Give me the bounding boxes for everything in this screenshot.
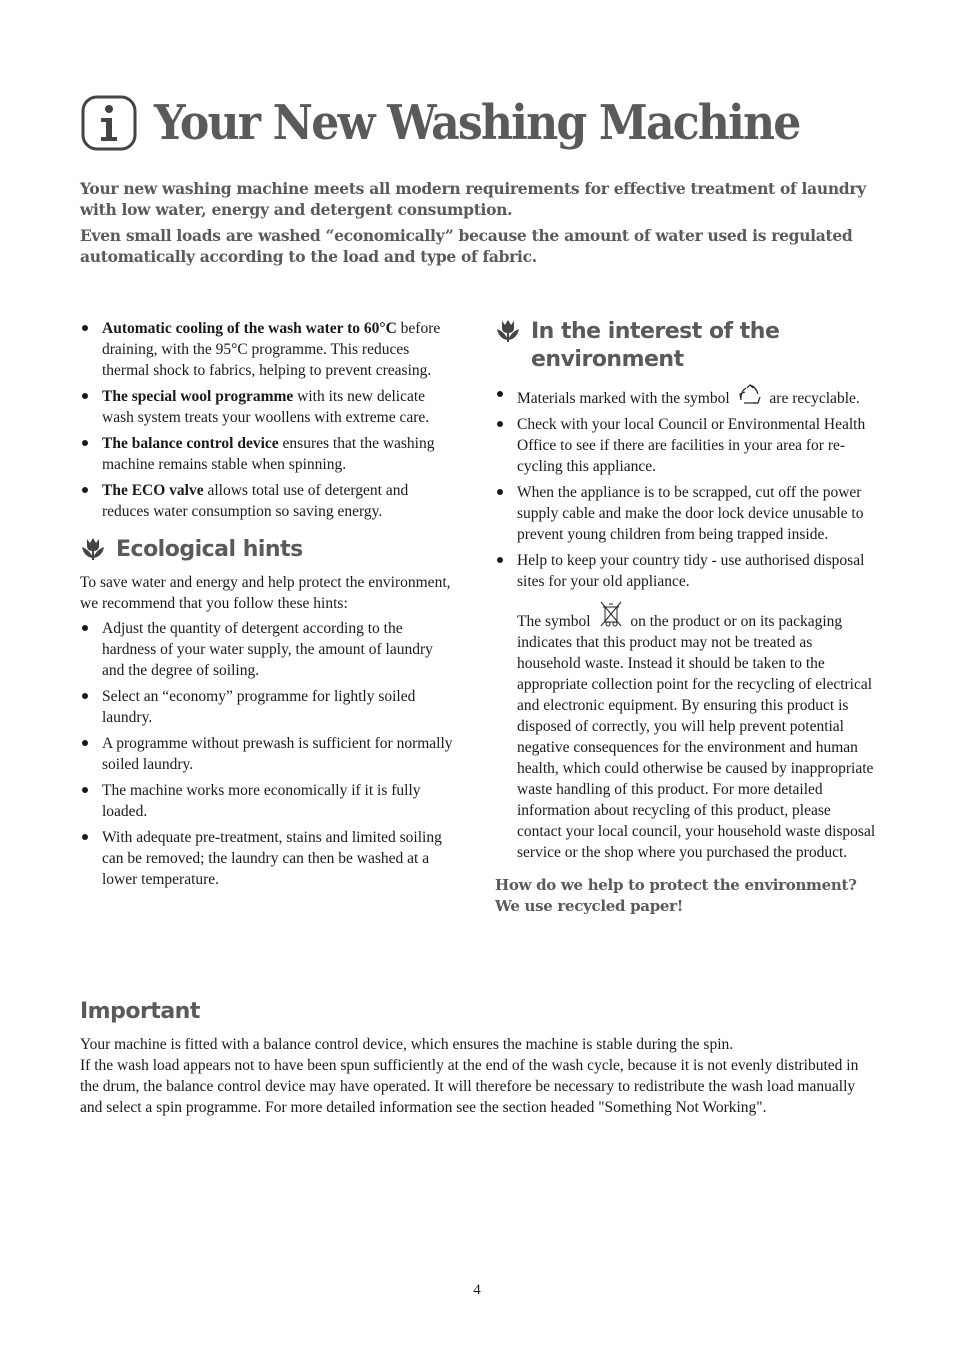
feature-item	[80, 433, 458, 475]
feature-item	[80, 386, 458, 428]
crossed-bin-icon	[599, 600, 623, 628]
feature-title: The balance control device	[102, 435, 279, 452]
environment-item: Help to keep your country tidy - use authorised disposal sites for your old appliance.	[495, 550, 877, 592]
right-column	[495, 318, 877, 917]
feature-item	[80, 480, 458, 522]
ecological-heading-text: Ecological hints	[116, 537, 303, 562]
environment-heading	[495, 318, 877, 374]
environment-item	[495, 384, 877, 409]
environment-heading-line: In the interest of the	[531, 319, 780, 344]
environment-heading-line: environment	[531, 347, 684, 372]
intro	[80, 178, 870, 272]
intro-paragraph: Even small loads are washed “economically” because the amount of water used is regulated automatically according to the load and type of fabric.	[80, 226, 853, 266]
tulip-icon	[495, 318, 521, 344]
note-line: How do we help to protect the environment?	[495, 876, 857, 894]
page-title: Your New Washing Machine	[154, 95, 800, 151]
left-column	[80, 318, 458, 895]
weee-text: on the product or on its packaging indicates that this product may not be treated as household waste. Instead it should be taken to the appropriate collection point for the recycling of electrical and electronic equipment. By ensuring this product is disposed of correctly, you will help prevent potential negative consequences for the environment and human health, which could otherwise be caused by inappropriate waste handling of this product. For more detailed information about recycling of this product, please contact your local council, your household waste disposal service or the shop where you purchased the product.	[517, 613, 876, 861]
ecological-item: A programme without prewash is sufficient for normally soiled laundry.	[80, 733, 458, 775]
feature-list	[80, 318, 458, 522]
intro-paragraph: Your new washing machine meets all modern requirements for effective treatment of laundry with low water, energy and detergent consumption.	[80, 179, 866, 219]
info-icon	[80, 94, 138, 152]
ecological-item: Adjust the quantity of detergent according to the hardness of your water supply, the amount of laundry and the degree of soiling.	[80, 618, 458, 681]
environment-list	[495, 384, 877, 592]
important-section	[80, 998, 880, 1118]
environment-item: When the appliance is to be scrapped, cut off the power supply cable and make the door lock device unusable to prevent young children from being trapped inside.	[495, 482, 877, 545]
ecological-heading	[80, 536, 458, 564]
note-line: We use recycled paper!	[495, 897, 684, 915]
feature-text: allows total use of detergent and reduces water consumption so saving energy.	[102, 482, 409, 520]
tulip-icon	[80, 536, 106, 562]
important-text: If the wash load appears not to have been spun sufficiently at the end of the wash cycle, because it is not evenly distributed in the drum, the balance control device may have operated. It will therefore be necessary to redistribute the wash load manually and select a spin programme. For more detailed information see the section headed "Something Not Working".	[80, 1057, 859, 1116]
weee-paragraph	[495, 600, 877, 863]
feature-item	[80, 318, 458, 381]
important-text: Your machine is fitted with a balance control device, which ensures the machine is stable during the spin.	[80, 1036, 734, 1053]
ecological-item: The machine works more economically if it is fully loaded.	[80, 780, 458, 822]
feature-title: The special wool programme	[102, 388, 294, 405]
recycle-text: are recyclable.	[769, 390, 860, 407]
feature-text: with its new delicate wash system treats your woollens with extreme care.	[102, 388, 430, 426]
feature-title: The ECO valve	[102, 482, 204, 499]
feature-text: before draining, with the 95°C programme. This reduces thermal shock to fabrics, helping to prevent creasing.	[102, 320, 441, 379]
ecological-intro: To save water and energy and help protect the environment, we recommend that you follow these hints:	[80, 574, 451, 612]
important-heading: Important	[80, 999, 200, 1024]
page-number: 4	[473, 1282, 481, 1298]
ecological-item: Select an “economy” programme for lightly soiled laundry.	[80, 686, 458, 728]
ecological-list	[80, 618, 458, 890]
recycle-icon	[738, 384, 762, 406]
weee-text: The symbol	[517, 613, 591, 630]
feature-title: Automatic cooling of the wash water to 60°C	[102, 320, 397, 337]
recycle-text: Materials marked with the symbol	[517, 390, 730, 407]
ecological-item: With adequate pre-treatment, stains and limited soiling can be removed; the laundry can then be washed at a lower temperature.	[80, 827, 458, 890]
environment-item: Check with your local Council or Environmental Health Office to see if there are facilities in your area for re-cycling this appliance.	[495, 414, 877, 477]
feature-text: ensures that the washing machine remains stable when spinning.	[102, 435, 435, 473]
environment-heading-text	[531, 318, 779, 374]
title-row	[80, 86, 856, 160]
recycled-paper-note	[495, 875, 877, 917]
